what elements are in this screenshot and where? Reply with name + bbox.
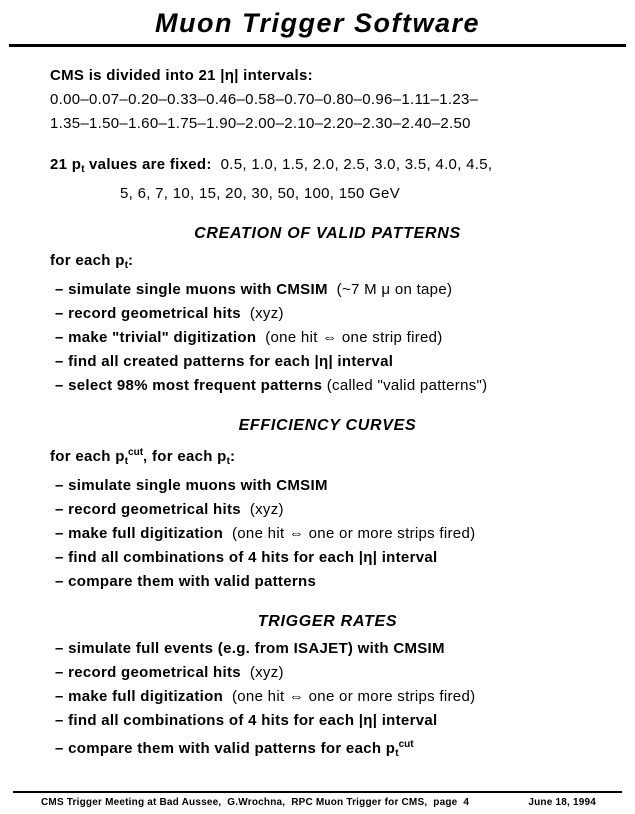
bullet-item <box>55 733 605 766</box>
bullet-item <box>55 326 605 350</box>
bullet-text: – compare them with valid patterns for each p <box>55 740 396 757</box>
section-intro <box>50 249 605 278</box>
bullet-list <box>50 474 605 594</box>
bullet-text: – simulate full events (e.g. from ISAJET) with CMSIM <box>55 640 445 657</box>
bullet-note: (xyz) <box>240 305 284 322</box>
bullet-text: – make full digitization <box>55 688 224 705</box>
bullet-item <box>55 570 605 594</box>
bullet-note: (xyz) <box>240 501 284 518</box>
bullet-item <box>55 278 605 302</box>
footer-meeting-info: CMS Trigger Meeting at Bad Aussee, G.Wrochna, RPC Muon Trigger for CMS, page 4 <box>41 797 470 808</box>
bullet-text: – simulate single muons with CMSIM <box>55 477 328 494</box>
footer-date: June 18, 1994 <box>528 797 596 808</box>
bullet-text: – make full digitization <box>55 525 224 542</box>
bullet-note: (one hit ⇔ one or more strips fired) <box>223 688 476 705</box>
bullet-item <box>55 661 605 685</box>
bullet-text: – find all created patterns for each |η| interval <box>55 353 394 370</box>
pt-subscript: t <box>81 164 85 175</box>
footer-rule <box>13 791 622 793</box>
section-trigger-rates <box>50 609 605 766</box>
pt-subscript: t <box>395 748 399 759</box>
bullet-item <box>55 374 605 398</box>
bullet-item <box>55 498 605 522</box>
cut-superscript: cut <box>398 739 414 750</box>
eta-intervals-line-2: 1.35–1.50–1.60–1.75–1.90–2.00–2.10–2.20–2.30–2.40–2.50 <box>50 115 471 132</box>
slide-title: Muon Trigger Software <box>154 8 481 38</box>
pt-values-line-2: 5, 6, 7, 10, 15, 20, 30, 50, 100, 150 GeV <box>120 185 400 202</box>
bullet-item <box>55 522 605 546</box>
pt-label-rest: values are fixed: <box>84 156 212 173</box>
bullet-text: – record geometrical hits <box>55 664 241 681</box>
bullet-text: – select 98% most frequent patterns <box>55 377 323 394</box>
bullet-list <box>50 637 605 766</box>
section-creation-of-valid-patterns <box>50 221 605 398</box>
bullet-item <box>55 474 605 498</box>
cut-superscript: cut <box>128 447 144 458</box>
eta-intervals-heading: CMS is divided into 21 |η| intervals: <box>50 67 313 84</box>
bullet-note: (xyz) <box>240 664 284 681</box>
intro-text: : <box>128 252 134 269</box>
slide-content <box>0 47 635 766</box>
bullet-text: – record geometrical hits <box>55 501 241 518</box>
bullet-text: – make "trivial" digitization <box>55 329 257 346</box>
pt-subscript: t <box>124 456 129 467</box>
pt-subscript: t <box>226 456 230 467</box>
section-efficiency-curves <box>50 413 605 594</box>
pt-values-list-1: 0.5, 1.0, 1.5, 2.0, 2.5, 3.0, 3.5, 4.0, 4.5, <box>211 156 493 173</box>
bullet-list <box>50 278 605 398</box>
bullet-text: – find all combinations of 4 hits for each |η| interval <box>55 712 438 729</box>
slide-footer <box>0 791 635 808</box>
section-intro <box>50 441 605 474</box>
bullet-note: (~7 M μ on tape) <box>327 281 453 298</box>
bullet-note: (one hit ⇔ one strip fired) <box>256 329 443 346</box>
pt-values-line-1 <box>50 153 605 182</box>
bullet-item <box>55 709 605 733</box>
bullet-note: (called "valid patterns") <box>322 377 488 394</box>
bullet-text: – record geometrical hits <box>55 305 241 322</box>
footer-row <box>13 797 622 808</box>
pt-label-prefix: 21 p <box>50 156 82 173</box>
eta-intervals-line-1: 0.00–0.07–0.20–0.33–0.46–0.58–0.70–0.80–0.96–1.11–1.23– <box>50 91 479 108</box>
bullet-item <box>55 350 605 374</box>
intro-text: : <box>230 448 236 465</box>
intro-text: , for each p <box>143 448 227 465</box>
bullet-text: – compare them with valid patterns <box>55 573 317 590</box>
pt-subscript: t <box>124 260 129 271</box>
section-heading: TRIGGER RATES <box>257 613 398 630</box>
section-heading: EFFICIENCY CURVES <box>238 417 417 434</box>
intro-text: for each p <box>50 252 125 269</box>
bullet-item <box>55 685 605 709</box>
eta-intervals-block <box>50 64 605 136</box>
bullet-note: (one hit ⇔ one or more strips fired) <box>223 525 476 542</box>
bullet-text: – simulate single muons with CMSIM <box>55 281 328 298</box>
bullet-item <box>55 302 605 326</box>
pt-values-block <box>50 153 605 206</box>
bullet-text: – find all combinations of 4 hits for each |η| interval <box>55 549 438 566</box>
bullet-item <box>55 637 605 661</box>
intro-text: for each p <box>50 448 125 465</box>
bullet-item <box>55 546 605 570</box>
section-heading: CREATION OF VALID PATTERNS <box>194 225 461 242</box>
